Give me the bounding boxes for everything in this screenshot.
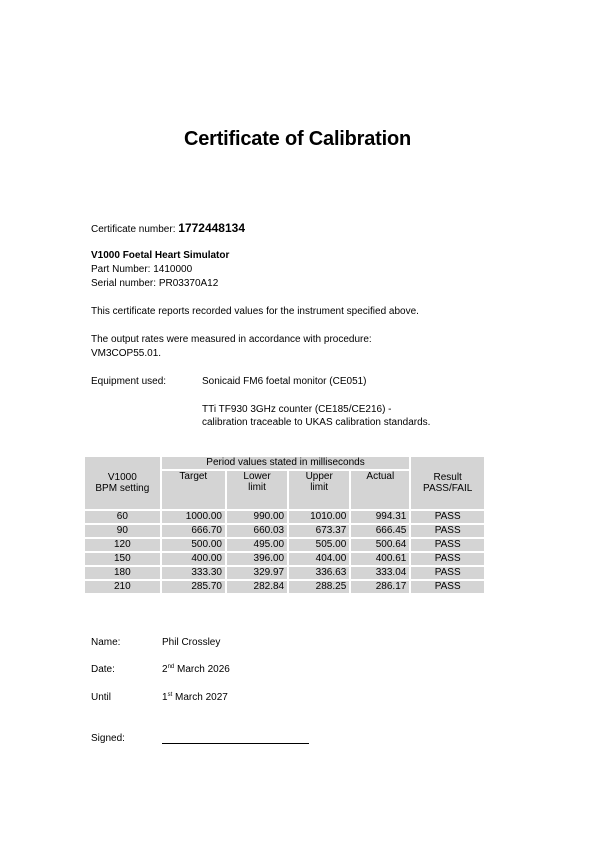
lower-limit-cell: 495.00 [227, 539, 287, 551]
target-cell: 400.00 [162, 553, 225, 565]
table-row [85, 539, 484, 551]
header-upper-limit: Upper limit [289, 471, 349, 509]
certificate-number-label: Certificate number: [91, 224, 176, 235]
header-target: Target [162, 471, 225, 509]
upper-limit-cell: 505.00 [289, 539, 349, 551]
upper-limit-cell: 404.00 [289, 553, 349, 565]
upper-limit-cell: 336.63 [289, 567, 349, 579]
target-cell: 666.70 [162, 525, 225, 537]
part-number: Part Number: 1410000 [91, 264, 193, 275]
bpm-cell: 150 [85, 553, 160, 565]
actual-cell: 666.45 [351, 525, 409, 537]
table-row [85, 511, 484, 523]
actual-cell: 400.61 [351, 553, 409, 565]
actual-cell: 286.17 [351, 581, 409, 593]
upper-limit-cell: 288.25 [289, 581, 349, 593]
lower-limit-cell: 660.03 [227, 525, 287, 537]
actual-cell: 333.04 [351, 567, 409, 579]
until-value [162, 692, 228, 703]
until-ordinal-suffix: st [167, 692, 173, 698]
actual-cell: 994.31 [351, 511, 409, 523]
upper-limit-cell: 1010.00 [289, 511, 349, 523]
until-label: Until [91, 692, 112, 703]
date-day: 2 [162, 664, 168, 675]
result-cell: PASS [411, 525, 484, 537]
bpm-cell: 90 [85, 525, 160, 537]
bpm-cell: 180 [85, 567, 160, 579]
upper-limit-cell: 673.37 [289, 525, 349, 537]
document-title: Certificate of Calibration [183, 128, 412, 150]
target-cell: 1000.00 [162, 511, 225, 523]
lower-limit-cell: 329.97 [227, 567, 287, 579]
serial-number-line [91, 278, 218, 289]
certificate-number-line [91, 221, 245, 235]
actual-cell: 500.64 [351, 539, 409, 551]
target-cell: 285.70 [162, 581, 225, 593]
until-day: 1 [162, 692, 168, 703]
equipment-item-2-line-2: calibration traceable to UKAS calibration standards. [202, 417, 431, 428]
until-month-year: March 2027 [172, 692, 228, 703]
name-value: Phil Crossley [162, 637, 221, 648]
lower-limit-cell: 396.00 [227, 553, 287, 565]
table-row [85, 553, 484, 565]
target-cell: 500.00 [162, 539, 225, 551]
header-period-values: Period values stated in milliseconds [162, 457, 410, 469]
result-cell: PASS [411, 511, 484, 523]
name-label: Name: [91, 637, 121, 648]
bpm-cell: 60 [85, 511, 160, 523]
date-ordinal-suffix: nd [167, 664, 175, 670]
result-cell: PASS [411, 539, 484, 551]
result-cell: PASS [411, 581, 484, 593]
certificate-statement: This certificate reports recorded values for the instrument specified above. [91, 306, 419, 317]
instrument-name: V1000 Foetal Heart Simulator [91, 250, 230, 261]
lower-limit-cell: 990.00 [227, 511, 287, 523]
table-row [85, 581, 484, 593]
header-result: Result PASS/FAIL [411, 457, 484, 509]
table-row [85, 525, 484, 537]
result-cell: PASS [411, 553, 484, 565]
equipment-label: Equipment used: [91, 376, 167, 387]
target-cell: 333.30 [162, 567, 225, 579]
equipment-item-1: Sonicaid FM6 foetal monitor (CE051) [202, 376, 367, 387]
equipment-item-2-line-1: TTi TF930 3GHz counter (CE185/CE216) - [202, 404, 392, 415]
date-label: Date: [91, 664, 115, 675]
serial-number-value: PR03370A12 [158, 278, 219, 289]
procedure-line-2: VM3COP55.01. [91, 348, 162, 359]
procedure-line-1: The output rates were measured in accordance with procedure: [91, 334, 372, 345]
signature-line [162, 743, 309, 744]
date-value [162, 664, 230, 675]
lower-limit-cell: 282.84 [227, 581, 287, 593]
result-cell: PASS [411, 567, 484, 579]
signed-label: Signed: [91, 733, 125, 744]
header-lower-limit: Lower limit [227, 471, 287, 509]
header-bpm-setting: V1000 BPM setting [85, 457, 160, 509]
bpm-cell: 120 [85, 539, 160, 551]
header-actual: Actual [351, 471, 409, 509]
date-month-year: March 2026 [174, 664, 230, 675]
table-row [85, 567, 484, 579]
calibration-table [83, 455, 486, 595]
serial-number-label: Serial number: [91, 278, 157, 289]
certificate-number-value: 1772448134 [178, 221, 246, 235]
bpm-cell: 210 [85, 581, 160, 593]
